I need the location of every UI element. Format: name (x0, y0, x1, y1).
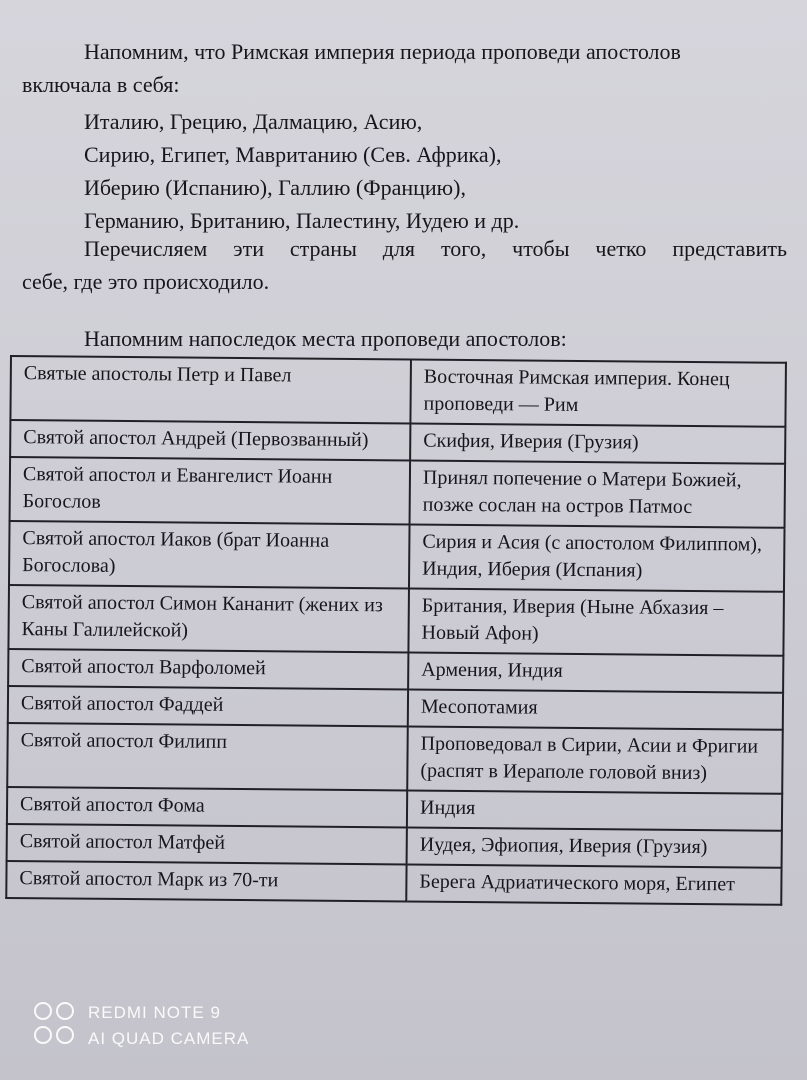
purpose-line-2: себе, где это происходило. (22, 269, 270, 294)
apostle-cell: Святой апостол Фома (7, 787, 407, 827)
table-row (7, 723, 783, 794)
watermark-model: REDMI NOTE 9 (88, 1003, 221, 1022)
places-cell: Месопотамия (408, 689, 783, 729)
country-list-item: Иберию (Испанию), Галлию (Францию), (84, 175, 466, 200)
places-cell: Принял попечение о Матери Божией, позже сослан на остров Патмос (410, 460, 786, 527)
apostle-cell: Святой апостол Филипп (7, 723, 408, 790)
apostle-cell: Святой апостол Андрей (Первозванный) (10, 420, 410, 460)
places-cell: Скифия, Иверия (Грузия) (410, 423, 785, 463)
places-cell: Британия, Иверия (Ныне Абхазия – Новый Афон) (408, 588, 784, 655)
apostle-cell: Святой апостол Симон Кананит (жених из Каны Галилейской) (8, 585, 409, 652)
places-cell: Армения, Индия (408, 652, 783, 692)
apostle-cell: Святой апостол и Евангелист Иоанн Богослов (10, 457, 411, 524)
intro-line-2: включала в себя: (22, 72, 180, 97)
places-cell: Берега Адриатического моря, Египет (406, 864, 781, 904)
country-list-item: Италию, Грецию, Далмацию, Асию, (84, 109, 423, 134)
apostle-cell: Святые апостолы Петр и Павел (10, 356, 411, 423)
table-row (6, 861, 781, 905)
table-row (10, 356, 786, 427)
intro-paragraph (22, 35, 787, 101)
places-cell: Проповедовал в Сирии, Асии и Фригии (распят в Иераполе головой вниз) (407, 726, 783, 793)
places-cell: Восточная Римская империя. Конец проповеди — Рим (410, 359, 786, 426)
table-row (9, 521, 785, 592)
watermark-camera: AI QUAD CAMERA (88, 1029, 250, 1048)
apostle-cell: Святой апостол Иаков (брат Иоанна Богослова) (9, 521, 410, 588)
places-cell: Индия (407, 790, 782, 830)
intro-line-1: Напомним, что Римская империя периода проповеди апостолов (84, 39, 681, 64)
camera-lens-icon (34, 1002, 76, 1046)
table-heading: Напомним напоследок места проповеди апостолов: (84, 326, 567, 351)
apostle-cell: Святой апостол Марк из 70-ти (6, 861, 406, 901)
places-cell: Сирия и Асия (с апостолом Филиппом), Индия, Иберия (Испания) (409, 524, 785, 591)
apostle-cell: Святой апостол Фаддей (8, 686, 408, 726)
country-list (84, 105, 784, 237)
purpose-line-1: Перечисляем эти страны для того, чтобы четко представить (84, 236, 787, 261)
apostles-table (5, 355, 787, 906)
table-row (8, 585, 784, 656)
apostle-cell: Святой апостол Варфоломей (8, 649, 408, 689)
purpose-paragraph (22, 232, 787, 298)
apostle-cell: Святой апостол Матфей (7, 824, 407, 864)
country-list-item: Сирию, Египет, Мавританию (Сев. Африка), (84, 142, 502, 167)
country-list-item: Германию, Британию, Палестину, Иудею и др. (84, 208, 520, 233)
table-row (10, 457, 786, 528)
places-cell: Иудея, Эфиопия, Иверия (Грузия) (407, 827, 782, 867)
